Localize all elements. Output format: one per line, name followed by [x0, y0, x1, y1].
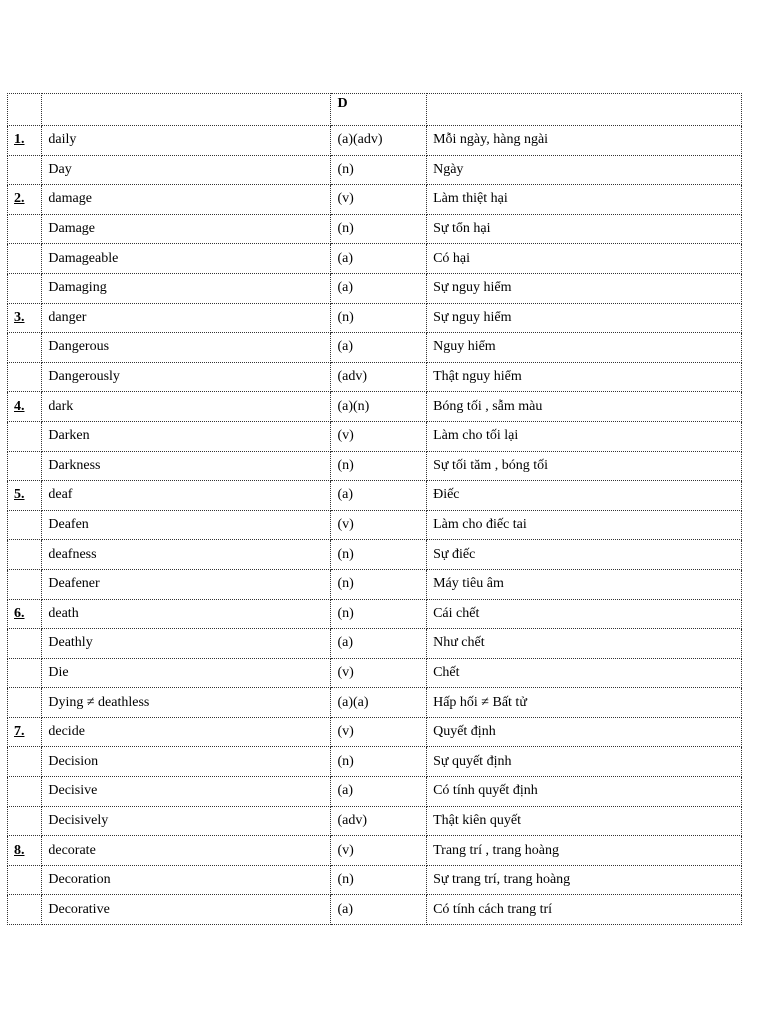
- meaning-cell: Hấp hối ≠ Bất tử: [427, 688, 742, 718]
- entry-number: [8, 747, 42, 777]
- part-of-speech-cell: (n): [331, 747, 427, 777]
- table-row: [8, 185, 742, 215]
- meaning-cell: Máy tiêu âm: [427, 569, 742, 599]
- word-cell: daily: [42, 126, 331, 156]
- part-of-speech-cell: (a): [331, 629, 427, 659]
- entry-number: [8, 717, 42, 747]
- meaning-cell: Sự tổn hại: [427, 214, 742, 244]
- header-meaning-cell: [427, 94, 742, 126]
- part-of-speech-cell: (n): [331, 599, 427, 629]
- entry-number: [8, 126, 42, 156]
- meaning-cell: Có tính quyết định: [427, 777, 742, 807]
- entry-number-label: 1.: [14, 132, 25, 148]
- word-cell: Deafener: [42, 569, 331, 599]
- meaning-cell: Làm cho điếc tai: [427, 510, 742, 540]
- entry-number: [8, 599, 42, 629]
- entry-number: [8, 540, 42, 570]
- table-row: [8, 806, 742, 836]
- header-num-cell: [8, 94, 42, 126]
- word-cell: Dangerously: [42, 362, 331, 392]
- word-cell: Decorative: [42, 895, 331, 925]
- entry-number-label: 6.: [14, 605, 25, 621]
- meaning-cell: Chết: [427, 658, 742, 688]
- part-of-speech-cell: (n): [331, 303, 427, 333]
- table-row: [8, 569, 742, 599]
- meaning-cell: Sự tối tăm , bóng tối: [427, 451, 742, 481]
- part-of-speech-cell: (v): [331, 717, 427, 747]
- meaning-cell: Quyết định: [427, 717, 742, 747]
- table-row: [8, 392, 742, 422]
- word-cell: Dying ≠ deathless: [42, 688, 331, 718]
- table-row: [8, 836, 742, 866]
- meaning-cell: Sự trang trí, trang hoàng: [427, 865, 742, 895]
- entry-number: [8, 392, 42, 422]
- table-row: [8, 629, 742, 659]
- table-row: [8, 126, 742, 156]
- part-of-speech-cell: (adv): [331, 806, 427, 836]
- meaning-cell: Nguy hiểm: [427, 333, 742, 363]
- table-row: [8, 599, 742, 629]
- entry-number: [8, 451, 42, 481]
- entry-number-label: 2.: [14, 191, 25, 207]
- table-row: [8, 273, 742, 303]
- word-cell: deafness: [42, 540, 331, 570]
- entry-number: [8, 510, 42, 540]
- meaning-cell: Sự điếc: [427, 540, 742, 570]
- word-cell: Decoration: [42, 865, 331, 895]
- meaning-cell: Cái chết: [427, 599, 742, 629]
- entry-number: [8, 836, 42, 866]
- meaning-cell: Điếc: [427, 481, 742, 511]
- part-of-speech-cell: (a): [331, 244, 427, 274]
- entry-number-label: 5.: [14, 487, 25, 503]
- entry-number: [8, 333, 42, 363]
- part-of-speech-cell: (n): [331, 540, 427, 570]
- meaning-cell: Bóng tối , sẫm màu: [427, 392, 742, 422]
- word-cell: death: [42, 599, 331, 629]
- entry-number: [8, 895, 42, 925]
- part-of-speech-cell: (a): [331, 481, 427, 511]
- part-of-speech-cell: (a): [331, 777, 427, 807]
- entry-number: [8, 185, 42, 215]
- word-cell: Dangerous: [42, 333, 331, 363]
- word-cell: damage: [42, 185, 331, 215]
- entry-number: [8, 658, 42, 688]
- part-of-speech-cell: (n): [331, 214, 427, 244]
- meaning-cell: Trang trí , trang hoàng: [427, 836, 742, 866]
- meaning-cell: Thật nguy hiểm: [427, 362, 742, 392]
- entry-number: [8, 777, 42, 807]
- table-row: [8, 421, 742, 451]
- entry-number: [8, 481, 42, 511]
- word-cell: Damageable: [42, 244, 331, 274]
- entry-number-label: 4.: [14, 398, 25, 414]
- table-row: [8, 333, 742, 363]
- table-row: [8, 717, 742, 747]
- meaning-cell: Thật kiên quyết: [427, 806, 742, 836]
- table-row: [8, 777, 742, 807]
- part-of-speech-cell: (a)(adv): [331, 126, 427, 156]
- meaning-cell: Làm cho tối lại: [427, 421, 742, 451]
- table-row: [8, 303, 742, 333]
- word-cell: Day: [42, 155, 331, 185]
- word-cell: Damage: [42, 214, 331, 244]
- part-of-speech-cell: (adv): [331, 362, 427, 392]
- word-cell: decorate: [42, 836, 331, 866]
- word-cell: Decision: [42, 747, 331, 777]
- word-cell: Die: [42, 658, 331, 688]
- part-of-speech-cell: (v): [331, 185, 427, 215]
- entry-number: [8, 362, 42, 392]
- table-row: [8, 658, 742, 688]
- table-row: [8, 214, 742, 244]
- part-of-speech-cell: (a)(a): [331, 688, 427, 718]
- meaning-cell: Sự nguy hiểm: [427, 303, 742, 333]
- entry-number: [8, 155, 42, 185]
- part-of-speech-cell: (n): [331, 865, 427, 895]
- part-of-speech-cell: (n): [331, 451, 427, 481]
- meaning-cell: Có hại: [427, 244, 742, 274]
- meaning-cell: Làm thiệt hại: [427, 185, 742, 215]
- part-of-speech-cell: (v): [331, 421, 427, 451]
- part-of-speech-cell: (a): [331, 273, 427, 303]
- table-row: [8, 451, 742, 481]
- part-of-speech-cell: (a): [331, 895, 427, 925]
- entry-number: [8, 806, 42, 836]
- entry-number: [8, 421, 42, 451]
- word-cell: Decisively: [42, 806, 331, 836]
- entry-number-label: 8.: [14, 842, 25, 858]
- part-of-speech-cell: (n): [331, 569, 427, 599]
- word-cell: Decisive: [42, 777, 331, 807]
- part-of-speech-cell: (n): [331, 155, 427, 185]
- word-cell: deaf: [42, 481, 331, 511]
- table-row: [8, 865, 742, 895]
- table-row: [8, 155, 742, 185]
- entry-number: [8, 244, 42, 274]
- table-row: [8, 540, 742, 570]
- word-cell: dark: [42, 392, 331, 422]
- meaning-cell: Như chết: [427, 629, 742, 659]
- word-cell: decide: [42, 717, 331, 747]
- meaning-cell: Ngày: [427, 155, 742, 185]
- table-row: [8, 510, 742, 540]
- entry-number-label: 7.: [14, 724, 25, 740]
- word-cell: Damaging: [42, 273, 331, 303]
- vocabulary-table-body: [8, 94, 742, 925]
- entry-number: [8, 865, 42, 895]
- meaning-cell: Sự quyết định: [427, 747, 742, 777]
- table-row: [8, 481, 742, 511]
- part-of-speech-cell: (v): [331, 836, 427, 866]
- entry-number: [8, 569, 42, 599]
- entry-number: [8, 629, 42, 659]
- section-letter: D: [331, 94, 427, 126]
- table-row: [8, 244, 742, 274]
- table-row: [8, 688, 742, 718]
- vocabulary-table: [7, 93, 742, 925]
- part-of-speech-cell: (v): [331, 658, 427, 688]
- entry-number-label: 3.: [14, 309, 25, 325]
- meaning-cell: Có tính cách trang trí: [427, 895, 742, 925]
- table-row: [8, 747, 742, 777]
- meaning-cell: Mỗi ngày, hàng ngài: [427, 126, 742, 156]
- meaning-cell: Sự nguy hiểm: [427, 273, 742, 303]
- part-of-speech-cell: (a)(n): [331, 392, 427, 422]
- part-of-speech-cell: (v): [331, 510, 427, 540]
- table-row: [8, 895, 742, 925]
- entry-number: [8, 688, 42, 718]
- word-cell: Darken: [42, 421, 331, 451]
- entry-number: [8, 303, 42, 333]
- word-cell: danger: [42, 303, 331, 333]
- word-cell: Darkness: [42, 451, 331, 481]
- part-of-speech-cell: (a): [331, 333, 427, 363]
- entry-number: [8, 214, 42, 244]
- table-row: [8, 362, 742, 392]
- entry-number: [8, 273, 42, 303]
- header-word-cell: [42, 94, 331, 126]
- word-cell: Deafen: [42, 510, 331, 540]
- word-cell: Deathly: [42, 629, 331, 659]
- header-row: [8, 94, 742, 126]
